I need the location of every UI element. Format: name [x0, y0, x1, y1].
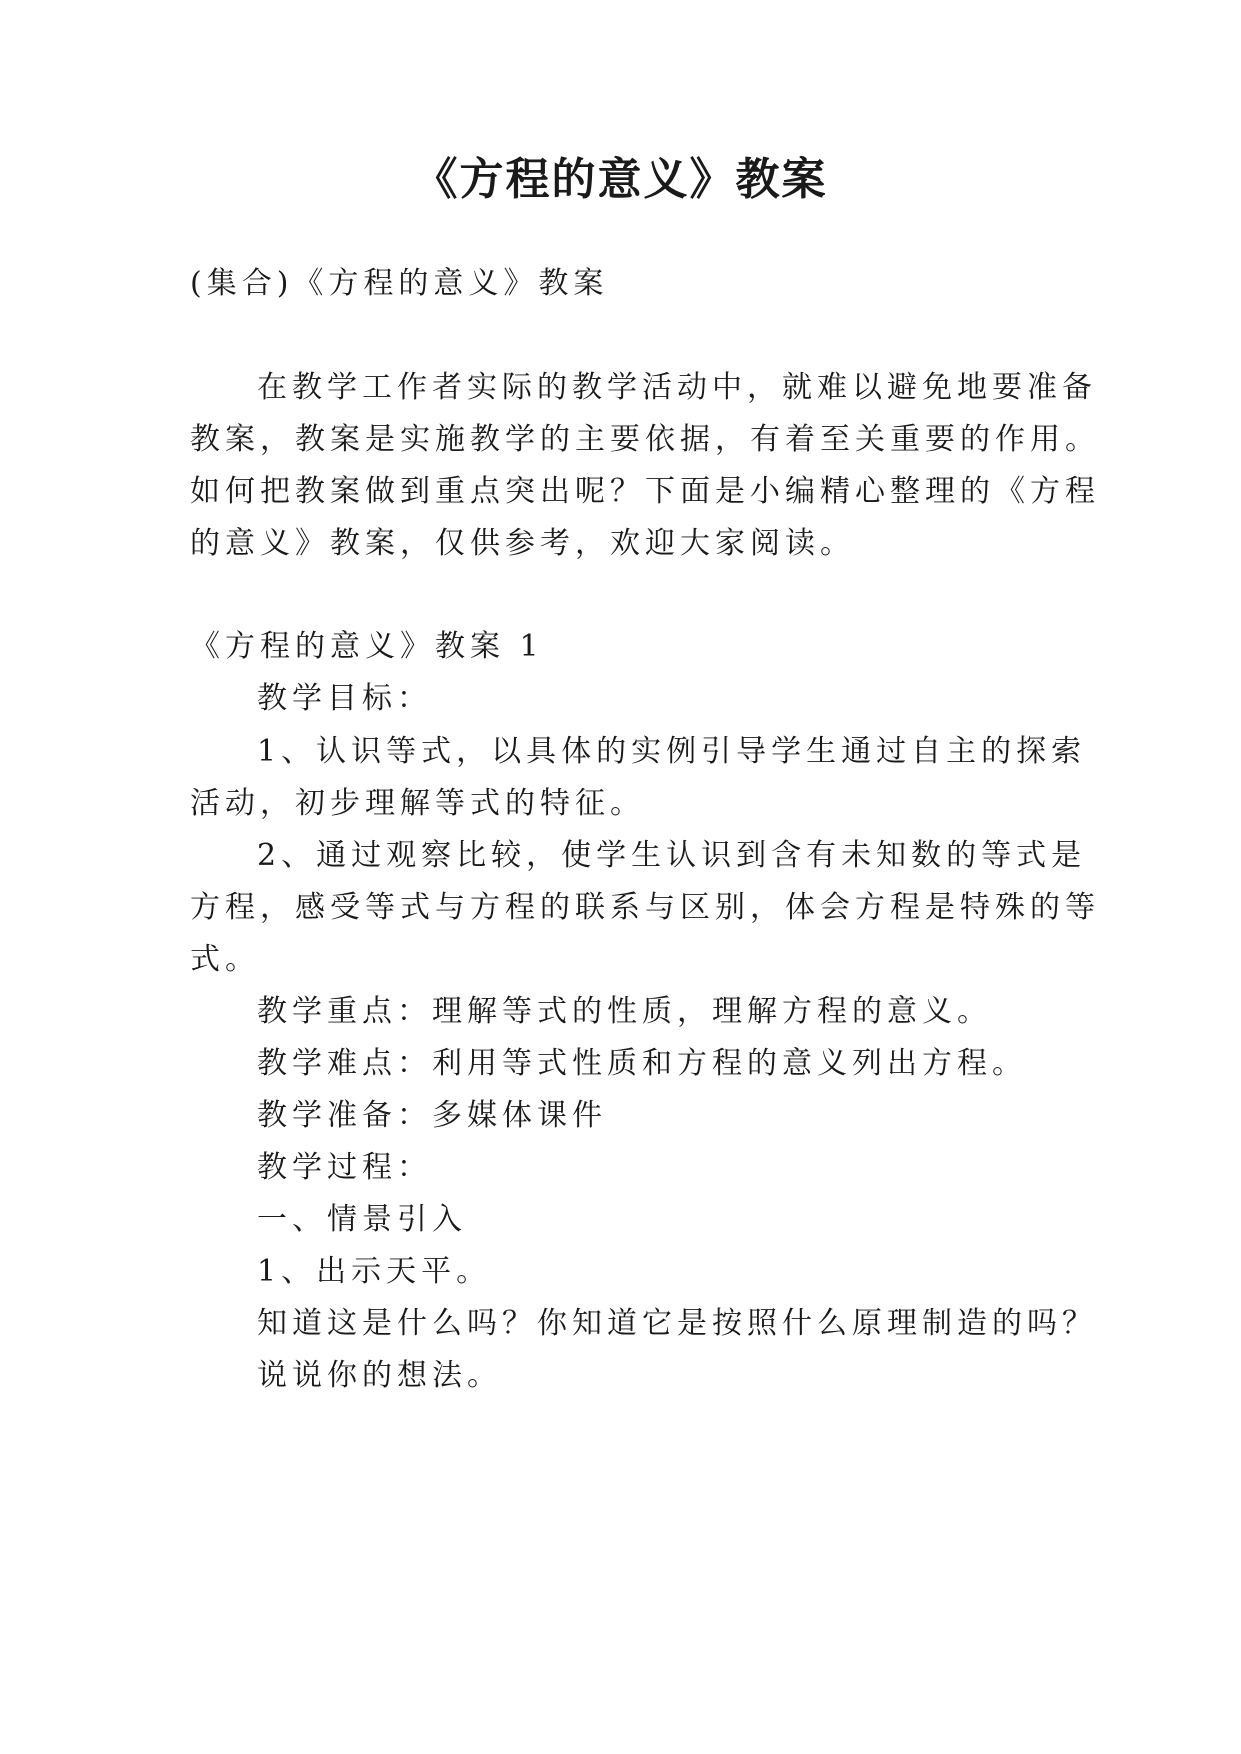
document-title: 《方程的意义》教案 [413, 154, 828, 205]
intro-line: 教案，教案是实施教学的主要依据，有着至关重要的作用。 [190, 422, 1100, 457]
intro-line: 如何把教案做到重点突出呢？下面是小编精心整理的《方程 [190, 474, 1100, 509]
body-line: 活动，初步理解等式的特征。 [190, 786, 645, 821]
body-line: 教学重点：理解等式的性质，理解方程的意义。 [257, 994, 992, 1029]
body-line: 1、出示天平。 [257, 1254, 492, 1289]
intro-line: 的意义》教案，仅供参考，欢迎大家阅读。 [190, 526, 855, 561]
body-line: 2、通过观察比较，使学生认识到含有未知数的等式是 [257, 838, 1087, 873]
body-line: 一、情景引入 [257, 1202, 467, 1237]
body-line: 说说你的想法。 [257, 1358, 502, 1393]
body-line: 教学准备：多媒体课件 [257, 1098, 607, 1133]
document-subtitle: (集合)《方程的意义》教案 [190, 266, 609, 301]
section-heading: 《方程的意义》教案 1 [190, 629, 544, 664]
body-line: 教学难点：利用等式性质和方程的意义列出方程。 [257, 1046, 1027, 1081]
body-line: 教学过程： [257, 1150, 432, 1185]
body-line: 式。 [190, 942, 260, 977]
intro-line: 在教学工作者实际的教学活动中，就难以避免地要准备 [257, 370, 1097, 405]
body-line: 知道这是什么吗？你知道它是按照什么原理制造的吗？ [257, 1306, 1097, 1341]
body-line: 1、认识等式，以具体的实例引导学生通过自主的探索 [257, 734, 1087, 769]
body-line: 方程，感受等式与方程的联系与区别，体会方程是特殊的等 [190, 890, 1100, 925]
body-line: 教学目标： [257, 681, 432, 716]
